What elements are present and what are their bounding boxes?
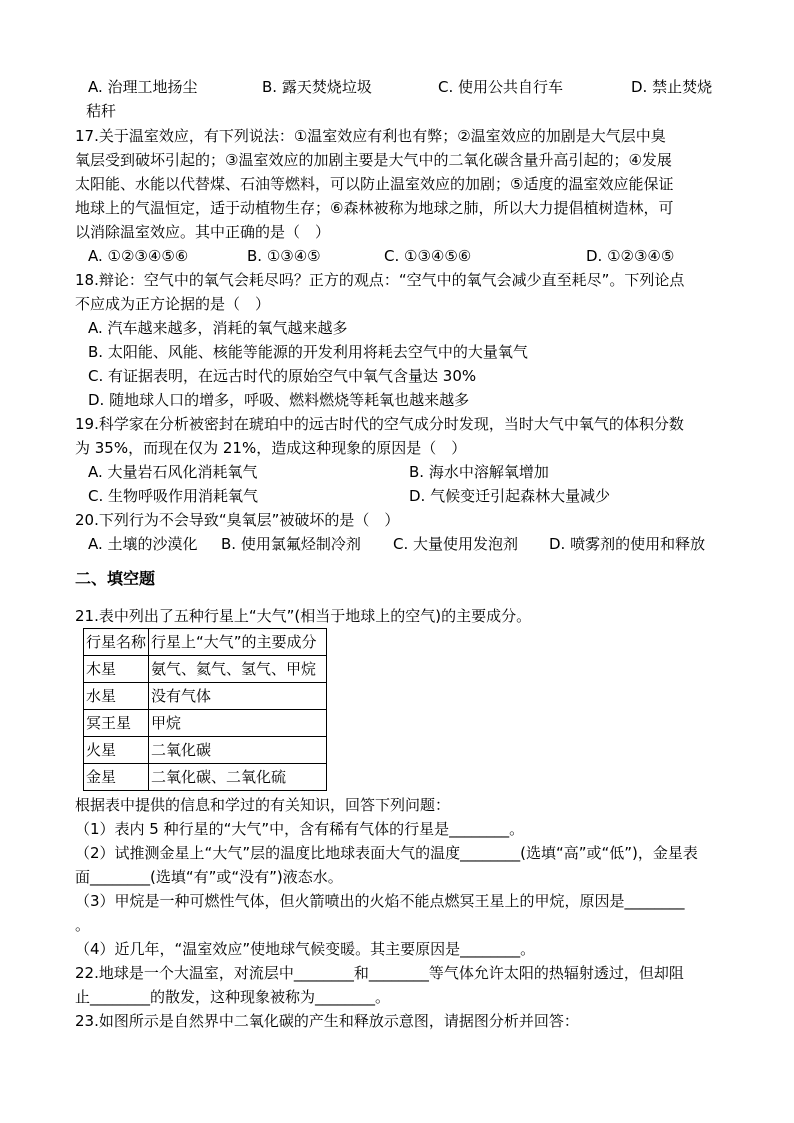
q17-option-d: D. ①②③④⑤ [586, 247, 675, 265]
q18-line-1: 18.辩论：空气中的氧气会耗尽吗？正方的观点：“空气中的氧气会减少直至耗尽”。下列论点 [75, 271, 685, 289]
q18-option-a: A. 汽车越来越多，消耗的氧气越来越多 [88, 319, 348, 337]
q18-line-2: 不应成为正方论据的是（ ） [75, 295, 271, 313]
q18-option-c: C. 有证据表明，在远古时代的原始空气中氧气含量达 30% [88, 367, 477, 385]
q19-option-c: C. 生物呼吸作用消耗氧气 [88, 487, 259, 505]
table-row [84, 656, 327, 683]
q20-option-c: C. 大量使用发泡剂 [393, 535, 519, 553]
q16-option-d: D. 禁止焚烧 [631, 78, 713, 96]
q17-option-a: A. ①②③④⑤⑥ [88, 247, 189, 265]
table-cell: 甲烷 [149, 710, 327, 737]
q16-option-b: B. 露天焚烧垃圾 [262, 78, 372, 96]
table-cell: 氨气、氦气、氢气、甲烷 [149, 656, 327, 683]
table-header-cell: 行星名称 [84, 629, 149, 656]
table-header-row [84, 629, 327, 656]
q19-option-a: A. 大量岩石风化消耗氧气 [88, 463, 258, 481]
q21-line-5: （3）甲烷是一种可燃性气体，但火箭喷出的火焰不能点燃冥王星上的甲烷，原因是________ [75, 892, 685, 910]
table-row [84, 683, 327, 710]
planet-atmosphere-table [83, 628, 327, 791]
q17-line-2: 氧层受到破坏引起的；③温室效应的加剧主要是大气中的二氧化碳含量升高引起的；④发展 [75, 151, 672, 169]
q21-line-1: 根据表中提供的信息和学过的有关知识，回答下列问题： [75, 796, 451, 814]
section-title: 二、填空题 [75, 569, 156, 588]
q22-line-1: 22.地球是一个大温室，对流层中________和________等气体允许太阳的热辐射透过，但却阻 [75, 964, 684, 982]
q19-line-1: 19.科学家在分析被密封在琥珀中的远古时代的空气成分时发现，当时大气中氧气的体积分数 [75, 415, 684, 433]
q18-option-b: B. 太阳能、风能、核能等能源的开发利用将耗去空气中的大量氧气 [88, 343, 528, 361]
table-cell: 木星 [84, 656, 149, 683]
table-cell: 冥王星 [84, 710, 149, 737]
q20-option-b: B. 使用氯氟烃制冷剂 [221, 535, 361, 553]
q19-option-b: B. 海水中溶解氧增加 [409, 463, 549, 481]
q21-line-6: 。 [75, 916, 91, 934]
q17-option-b: B. ①③④⑤ [247, 247, 321, 265]
q20-option-d: D. 喷雾剂的使用和释放 [549, 535, 706, 553]
q20-line: 20.下列行为不会导致“臭氧层”被破坏的是（ ） [75, 511, 400, 529]
q21-intro: 21.表中列出了五种行星上“大气”(相当于地球上的空气)的主要成分。 [75, 607, 532, 625]
q17-line-4: 地球上的气温恒定，适于动植物生存；⑥森林被称为地球之肺，所以大力提倡植树造林，可 [75, 199, 674, 217]
q19-line-2: 为 35%，而现在仅为 21%，造成这种现象的原因是（ ） [75, 439, 467, 457]
q16-option-a: A. 治理工地扬尘 [88, 78, 198, 96]
q17-line-1: 17.关于温室效应，有下列说法：①温室效应有利也有弊；②温室效应的加剧是大气层中臭 [75, 127, 666, 145]
table-cell: 水星 [84, 683, 149, 710]
table-cell: 二氧化碳、二氧化硫 [149, 764, 327, 791]
q16-option-c: C. 使用公共自行车 [438, 78, 564, 96]
table-cell: 没有气体 [149, 683, 327, 710]
table-cell: 二氧化碳 [149, 737, 327, 764]
q16-option-d-wrap: 秸秆 [86, 102, 117, 120]
table-row [84, 764, 327, 791]
q22-line-2: 止________的散发，这种现象被称为________。 [75, 988, 391, 1006]
table-row [84, 710, 327, 737]
q17-line-5: 以消除温室效应。其中正确的是（ ） [75, 223, 331, 241]
q21-line-3: （2）试推测金星上“大气”层的温度比地球表面大气的温度________(选填“高”或“低”)，金星表 [75, 844, 698, 862]
q17-line-3: 太阳能、水能以代替煤、石油等燃料，可以防止温室效应的加剧；⑤适度的温室效应能保证 [75, 175, 674, 193]
q19-option-d: D. 气候变迁引起森林大量减少 [409, 487, 611, 505]
table-cell: 火星 [84, 737, 149, 764]
table-row [84, 737, 327, 764]
q21-line-7: （4）近几年，“温室效应”使地球气候变暖。其主要原因是________。 [75, 940, 536, 958]
q23-line: 23.如图所示是自然界中二氧化碳的产生和释放示意图，请据图分析并回答： [75, 1012, 579, 1030]
table-cell: 金星 [84, 764, 149, 791]
q21-line-4: 面________(选填“有”或“没有”)液态水。 [75, 868, 343, 886]
q21-line-2: （1）表内 5 种行星的“大气”中，含有稀有气体的行星是________。 [75, 820, 525, 838]
table-header-cell: 行星上“大气”的主要成分 [149, 629, 327, 656]
q18-option-d: D. 随地球人口的增多，呼吸、燃料燃烧等耗氧也越来越多 [88, 391, 470, 409]
q17-option-c: C. ①③④⑤⑥ [384, 247, 472, 265]
q20-option-a: A. 土壤的沙漠化 [88, 535, 198, 553]
